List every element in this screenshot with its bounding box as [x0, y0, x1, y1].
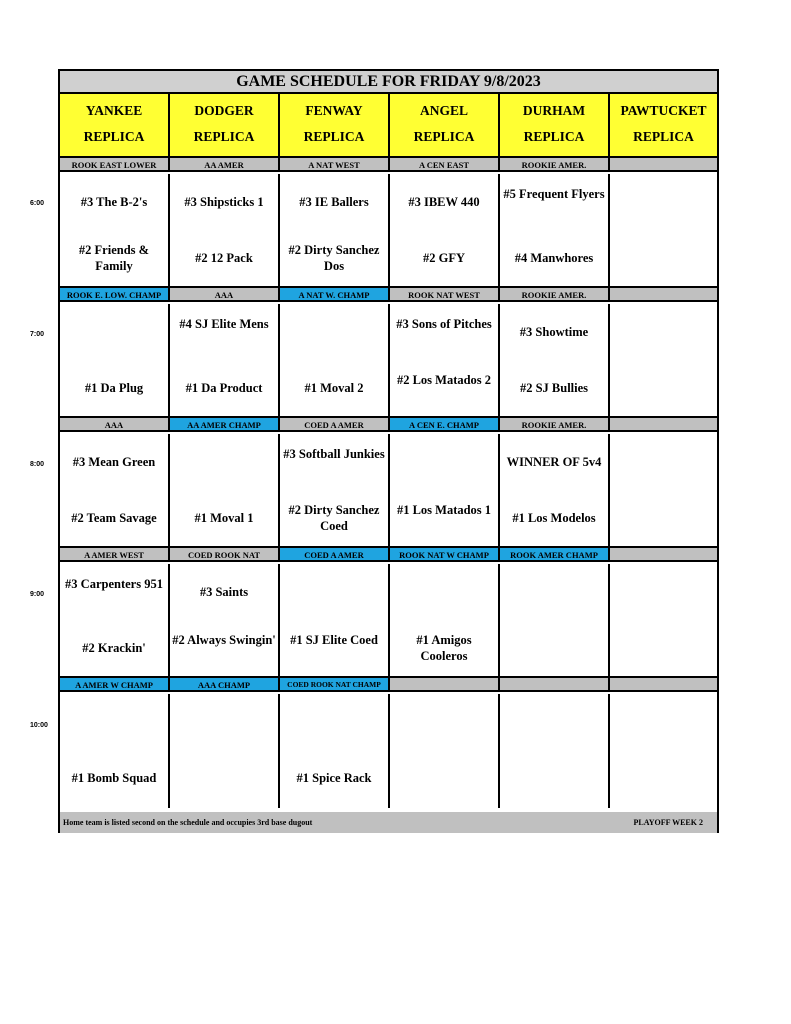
division-label: AAA [170, 288, 280, 302]
field-header [390, 94, 500, 158]
time-label: 10:00 [30, 722, 48, 729]
game-cell [500, 304, 610, 418]
away-team: #3 Sons of Pitches [396, 317, 492, 331]
home-team: #2 Friends & Family [78, 243, 150, 273]
field-name: PAWTUCKET [620, 103, 707, 118]
game-cell [500, 434, 610, 548]
home-team: #1 Amigos Cooleros [416, 633, 472, 663]
division-label: A AMER WEST [60, 548, 170, 562]
home-team: #1 Los Matados 1 [396, 503, 492, 517]
game-cell [610, 694, 717, 808]
game-cell [280, 434, 390, 548]
division-label [610, 678, 717, 692]
field-name: DURHAM [522, 103, 586, 118]
game-cell [390, 564, 500, 678]
home-team: #2 SJ Bullies [519, 381, 589, 395]
away-team: #3 The B-2's [80, 195, 148, 209]
field-sub: REPLICA [633, 129, 694, 144]
game-cell [610, 564, 717, 678]
division-label: A CEN E. CHAMP [390, 418, 500, 432]
game-cell [280, 694, 390, 808]
away-team: #3 Showtime [519, 325, 589, 339]
field-header [280, 94, 390, 158]
home-team: #2 GFY [422, 251, 465, 265]
division-label: ROOKIE AMER. [500, 288, 610, 302]
division-label [610, 288, 717, 302]
field-name: ANGEL [419, 103, 468, 118]
home-team: #1 SJ Elite Coed [290, 633, 378, 647]
home-team: #2 Los Matados 2 [396, 373, 492, 387]
division-label: ROOKIE AMER. [500, 418, 610, 432]
field-sub: REPLICA [193, 129, 255, 144]
division-label [610, 418, 717, 432]
game-cell [390, 694, 500, 808]
game-cell [170, 564, 280, 678]
schedule-table [58, 69, 719, 833]
division-label: COED A AMER [280, 548, 390, 562]
division-label: COED A AMER [280, 418, 390, 432]
home-team: #2 Krackin' [82, 641, 146, 655]
away-team: #3 IBEW 440 [408, 195, 480, 209]
game-cell [280, 564, 390, 678]
game-cell [610, 304, 717, 418]
field-name: FENWAY [305, 103, 363, 118]
home-team: #1 Los Modelos [512, 511, 596, 525]
time-label: 6:00 [30, 200, 45, 207]
game-cell [610, 174, 717, 288]
division-label: A AMER W CHAMP [60, 678, 170, 692]
division-label: ROOK AMER CHAMP [500, 548, 610, 562]
game-cell [500, 564, 610, 678]
away-team: #3 Saints [199, 585, 249, 599]
division-label: ROOK EAST LOWER [60, 158, 170, 172]
division-label: COED ROOK NAT [170, 548, 280, 562]
game-cell [60, 434, 170, 548]
home-team: #4 Manwhores [514, 251, 594, 265]
game-cell [60, 564, 170, 678]
division-label [610, 158, 717, 172]
home-team-note: Home team is listed second on the schedule and occupies 3rd base dugout [63, 818, 313, 827]
game-cell [170, 434, 280, 548]
field-name: YANKEE [85, 103, 143, 118]
schedule-footer [60, 812, 717, 833]
home-team: #1 Bomb Squad [71, 771, 157, 785]
home-team: #2 Dirty Sanchez Dos [288, 243, 380, 273]
division-label: AA AMER [170, 158, 280, 172]
division-label: ROOK NAT WEST [390, 288, 500, 302]
division-label: AAA [60, 418, 170, 432]
home-team: #2 12 Pack [195, 251, 253, 265]
game-cell [280, 174, 390, 288]
playoff-week-label: PLAYOFF WEEK 2 [633, 818, 703, 827]
home-team: #1 Moval 2 [304, 381, 364, 395]
game-cell [610, 434, 717, 548]
field-header [170, 94, 280, 158]
field-sub: REPLICA [413, 129, 475, 144]
home-team: #1 Da Plug [84, 381, 144, 395]
away-team: #4 SJ Elite Mens [179, 317, 269, 331]
game-cell [60, 694, 170, 808]
division-label: A NAT WEST [280, 158, 390, 172]
division-label: ROOK E. LOW. CHAMP [60, 288, 170, 302]
away-team: #3 Shipsticks 1 [184, 195, 264, 209]
home-team: #1 Da Product [185, 381, 263, 395]
away-team: WINNER OF 5v4 [506, 455, 602, 469]
time-label: 7:00 [30, 331, 45, 338]
game-cell [170, 304, 280, 418]
away-team: #3 Carpenters 951 [65, 577, 163, 591]
home-team: #2 Team Savage [71, 511, 157, 525]
game-cell [390, 304, 500, 418]
game-cell [170, 694, 280, 808]
time-label: 9:00 [30, 591, 45, 598]
schedule-title: GAME SCHEDULE FOR FRIDAY 9/8/2023 [60, 71, 717, 94]
home-team: #1 Spice Rack [296, 771, 372, 785]
field-name: DODGER [194, 103, 254, 118]
game-cell [390, 434, 500, 548]
field-sub: REPLICA [83, 129, 145, 144]
game-cell [60, 304, 170, 418]
division-label: AA AMER CHAMP [170, 418, 280, 432]
game-cell [170, 174, 280, 288]
game-cell [390, 174, 500, 288]
home-team: #2 Always Swingin' [172, 633, 276, 647]
division-label [610, 548, 717, 562]
time-label: 8:00 [30, 461, 45, 468]
field-header [60, 94, 170, 158]
home-team: #2 Dirty Sanchez Coed [288, 503, 380, 533]
division-label: ROOKIE AMER. [500, 158, 610, 172]
division-label: AAA CHAMP [170, 678, 280, 692]
game-cell [280, 304, 390, 418]
away-team: #3 IE Ballers [299, 195, 369, 209]
division-label: A CEN EAST [390, 158, 500, 172]
game-cell [500, 174, 610, 288]
division-label: ROOK NAT W CHAMP [390, 548, 500, 562]
division-label [500, 678, 610, 692]
away-team: #3 Softball Junkies [283, 447, 385, 461]
away-team: #5 Frequent Flyers [503, 187, 605, 201]
field-header [610, 94, 717, 158]
away-team: #3 Mean Green [72, 455, 156, 469]
field-header [500, 94, 610, 158]
division-label: A NAT W. CHAMP [280, 288, 390, 302]
division-label: COED ROOK NAT CHAMP [280, 678, 390, 692]
game-cell [500, 694, 610, 808]
field-sub: REPLICA [523, 129, 585, 144]
division-label [390, 678, 500, 692]
game-cell [60, 174, 170, 288]
home-team: #1 Moval 1 [194, 511, 254, 525]
field-sub: REPLICA [303, 129, 365, 144]
